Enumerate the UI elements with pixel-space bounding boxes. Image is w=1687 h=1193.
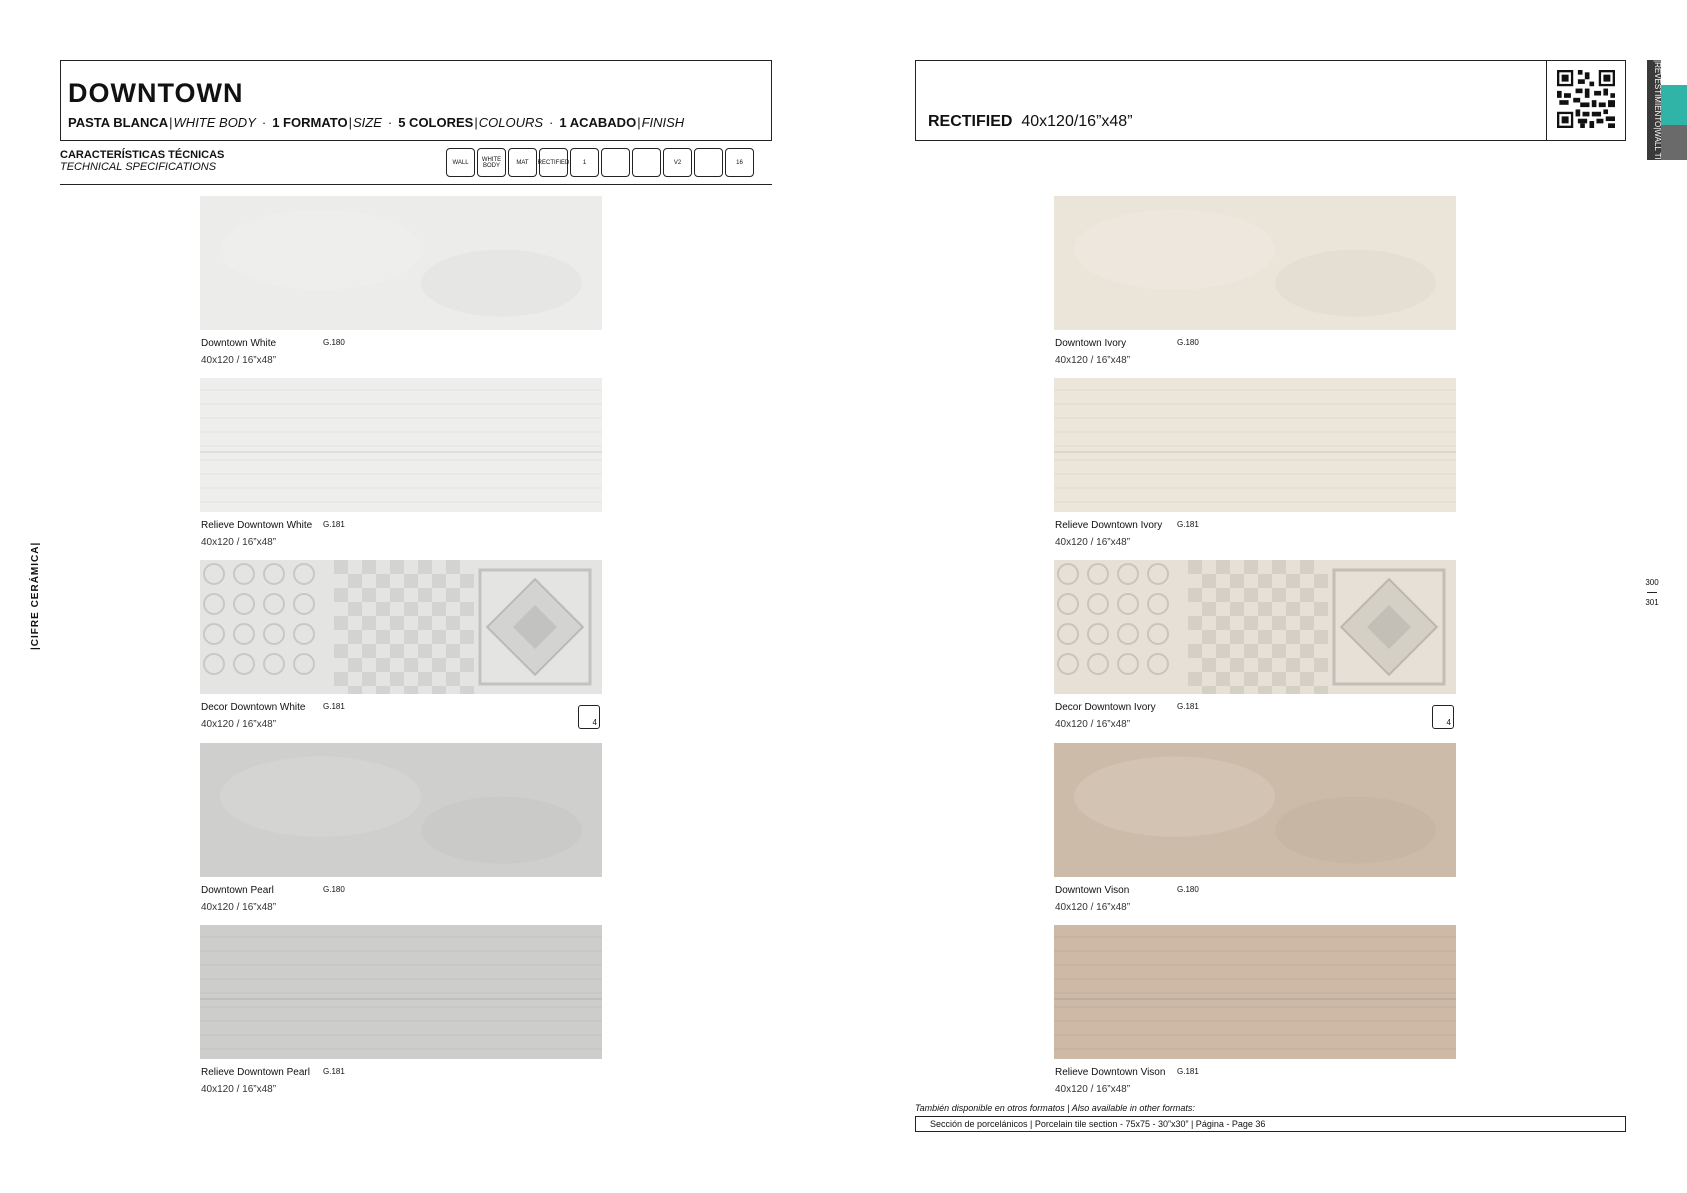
spec-icon-8: V2 (663, 148, 692, 177)
page-title: DOWNTOWN (68, 78, 244, 108)
tile-size: 40x120 / 16”x48” (201, 537, 277, 548)
tile-name: Relieve Downtown Vison (1055, 1067, 1166, 1078)
tile-size: 40x120 / 16”x48” (1055, 719, 1131, 730)
tile-code: G.180 (323, 338, 345, 347)
footer-box: Sección de porcelánicos | Porcelain tile section - 75x75 - 30”x30” | Página - Page 36 (915, 1116, 1626, 1132)
rectified-info (928, 113, 1133, 131)
spec-icon-1: WALL (446, 148, 475, 177)
qr-code-icon[interactable] (1557, 70, 1615, 128)
tile-image-right-1 (1054, 196, 1456, 330)
rectified-label: RECTIFIED (928, 113, 1013, 130)
formats-es: 1 FORMATO (272, 115, 348, 130)
side-label-left: |CIFRE CERÁMICA| (30, 541, 41, 650)
spec-icon-9 (694, 148, 723, 177)
tile-size: 40x120 / 16”x48” (201, 719, 277, 730)
tile-name: Downtown Pearl (201, 885, 274, 896)
tile-name: Downtown White (201, 338, 277, 349)
side-tab-accent (1661, 85, 1687, 125)
tile-image-right-5 (1054, 925, 1456, 1059)
rectified-size: 40x120/16”x48” (1021, 113, 1133, 130)
tile-name: Relieve Downtown White (201, 520, 313, 531)
side-label-right: |REVESTIMIENTO|WALL TILE| (1653, 60, 1662, 172)
tile-image-left-2 (200, 378, 602, 512)
tile-name: Downtown Vison (1055, 885, 1130, 896)
collection-subtitle: PASTA BLANCA|WHITE BODY · 1 FORMATO|SIZE · 5 COLORES|COLOURS · 1 ACABADO|FINISH (68, 115, 685, 130)
tile-code: G.181 (323, 702, 345, 711)
body-es: PASTA BLANCA (68, 115, 169, 130)
tile-image-left-4 (200, 743, 602, 877)
tile-code: G.180 (323, 885, 345, 894)
spec-icon-3: MAT (508, 148, 537, 177)
page-number-left: 300 (1645, 578, 1659, 587)
spec-icon-6 (601, 148, 630, 177)
spec-icon-7 (632, 148, 661, 177)
spec-icon-2: WHITE BODY (477, 148, 506, 177)
tile-image-left-5 (200, 925, 602, 1059)
colours-en: COLOURS (478, 115, 544, 130)
spec-icon-4: RECTIFIED (539, 148, 568, 177)
colours-es: 5 COLORES (398, 115, 474, 130)
tile-name: Relieve Downtown Pearl (201, 1067, 310, 1078)
tile-size: 40x120 / 16”x48” (201, 355, 277, 366)
tile-image-left-1 (200, 196, 602, 330)
slip-resistance-icon: 4 (1432, 705, 1454, 729)
footer-note: También disponible en otros formatos | Also available in other formats: (915, 1103, 1195, 1113)
slip-resistance-icon: 4 (578, 705, 600, 729)
tile-name: Decor Downtown White (201, 702, 306, 713)
tile-image-left-3 (200, 560, 602, 694)
tile-size: 40x120 / 16”x48” (201, 1084, 277, 1095)
finish-en: FINISH (641, 115, 685, 130)
side-tab-bar (1661, 125, 1687, 160)
footer-note-es: También disponible en otros formatos (915, 1103, 1065, 1113)
spec-icon-5: 1 (570, 148, 599, 177)
tile-name: Decor Downtown Ivory (1055, 702, 1156, 713)
tile-size: 40x120 / 16”x48” (1055, 355, 1131, 366)
page-numbers (1645, 578, 1659, 607)
tile-image-right-3 (1054, 560, 1456, 694)
tile-code: G.180 (1177, 338, 1199, 347)
tile-name: Downtown Ivory (1055, 338, 1127, 349)
specs-label-es: CARACTERÍSTICAS TÉCNICAS (60, 149, 225, 161)
tile-size: 40x120 / 16”x48” (1055, 902, 1131, 913)
tile-size: 40x120 / 16”x48” (201, 902, 277, 913)
tile-code: G.181 (323, 1067, 345, 1076)
tile-image-right-2 (1054, 378, 1456, 512)
tile-code: G.180 (1177, 885, 1199, 894)
tile-code: G.181 (1177, 520, 1199, 529)
spec-icon-10: 16 (725, 148, 754, 177)
tile-code: G.181 (1177, 702, 1199, 711)
specs-label-en: TECHNICAL SPECIFICATIONS (60, 161, 217, 173)
footer-note-en: Also available in other formats: (1071, 1103, 1195, 1113)
tile-size: 40x120 / 16”x48” (1055, 1084, 1131, 1095)
spec-icons-row (446, 148, 754, 177)
tile-name: Relieve Downtown Ivory (1055, 520, 1163, 531)
body-en: WHITE BODY (173, 115, 256, 130)
tile-code: G.181 (323, 520, 345, 529)
formats-en: SIZE (352, 115, 382, 130)
finish-es: 1 ACABADO (559, 115, 637, 130)
tile-size: 40x120 / 16”x48” (1055, 537, 1131, 548)
tile-code: G.181 (1177, 1067, 1199, 1076)
specs-divider (60, 184, 772, 185)
tile-image-right-4 (1054, 743, 1456, 877)
page-number-right: 301 (1645, 598, 1659, 607)
